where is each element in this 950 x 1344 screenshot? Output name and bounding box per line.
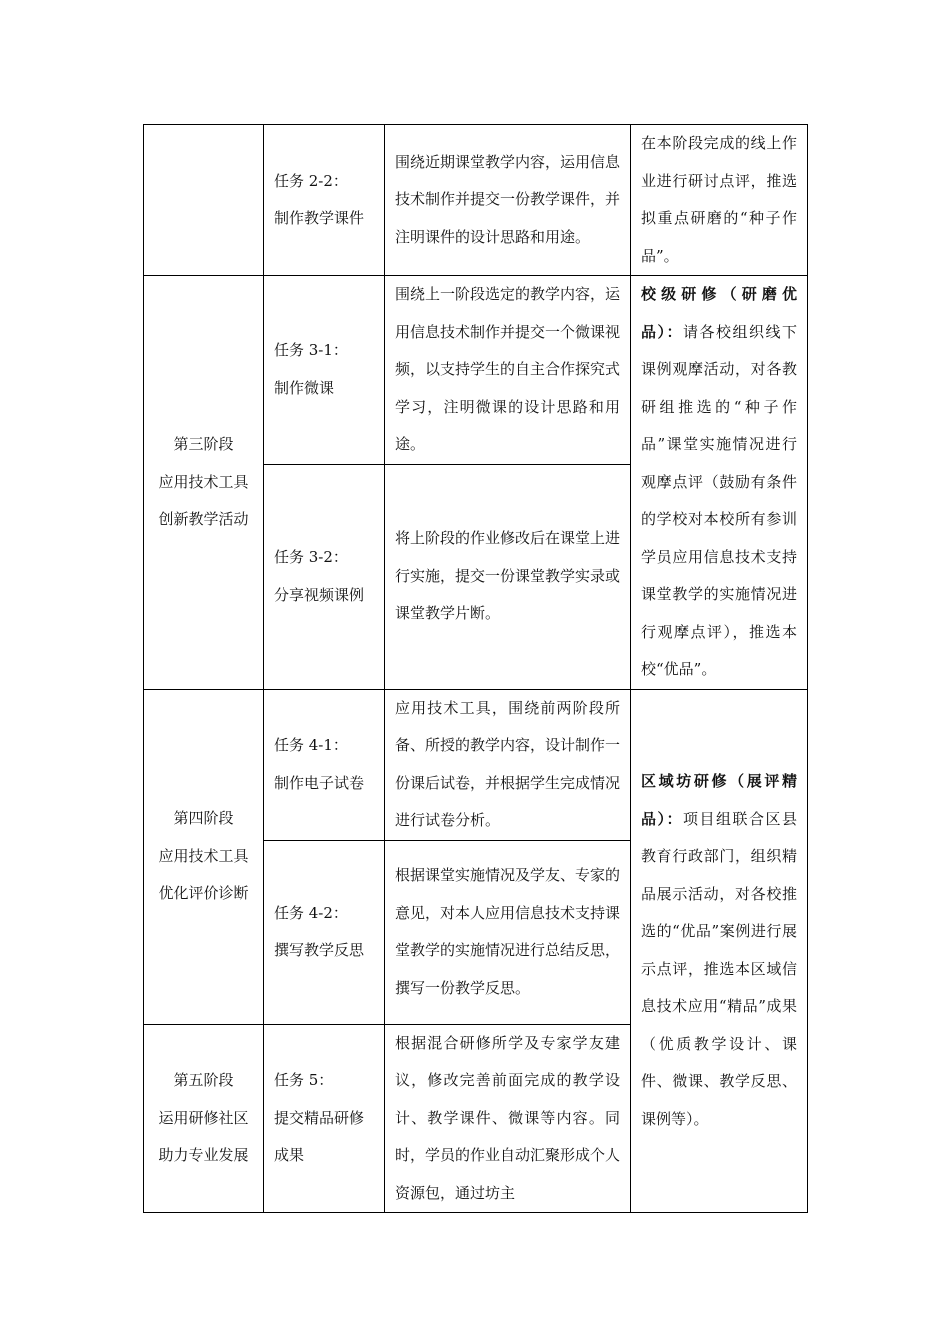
stage-subtitle: 应用技术工具 [158,472,249,491]
task-id: 任务 5： [274,1071,334,1089]
task-cell [264,464,385,689]
task-description: 将上阶段的作业修改后在课堂上进行实施，提交一份课堂教学实录或课堂教学片断。 [385,464,631,689]
stage-cell-empty [144,125,264,276]
task-name: 提交精品研修成果 [274,1108,365,1164]
task-cell [264,276,385,465]
task-name: 撰写教学反思 [274,941,365,959]
task-cell [264,125,385,276]
task-name: 分享视频课例 [274,585,365,604]
task-id: 任务 3-1： [274,341,348,360]
stage-subtitle: 应用技术工具 [158,846,249,865]
task-id: 任务 2-2： [274,171,348,190]
research-heading: 区域坊研修（展评精品）： [641,772,797,828]
table-row [144,125,808,276]
task-name: 制作教学课件 [274,209,365,227]
research-heading: 校级研修（研磨优品）： [641,285,797,341]
task-name: 制作电子试卷 [274,773,365,792]
stage-subtitle: 创新教学活动 [158,510,249,528]
task-id: 任务 3-2： [274,548,348,567]
training-plan-table [143,124,808,1213]
stage-subtitle: 优化评价诊断 [158,884,249,903]
task-cell [264,1024,385,1213]
task-description: 根据混合研修所学及专家学友建议，修改完善前面完成的教学设计、教学课件、微课等内容。同时，学员的作业自动汇聚形成个人资源包，通过坊主 [385,1024,631,1213]
task-description: 根据课堂实施情况及学友、专家的意见，对本人应用信息技术支持课堂教学的实施情况进行总结反思，撰写一份教学反思。 [385,840,631,1024]
research-description: 在本阶段完成的线上作业进行研讨点评，推选拟重点研磨的“种子作品”。 [631,125,808,276]
task-cell [264,689,385,840]
table-row [144,689,808,840]
task-id: 任务 4-1： [274,736,348,754]
stage-title: 第四阶段 [173,809,234,828]
stage-subtitle: 助力专业发展 [158,1146,249,1164]
task-name: 制作微课 [274,378,335,397]
task-id: 任务 4-2： [274,903,348,922]
stage-title: 第五阶段 [173,1071,234,1089]
stage-title: 第三阶段 [173,435,234,453]
stage-cell [144,276,264,690]
task-description: 应用技术工具，围绕前两阶段所备、所授的教学内容，设计制作一份课后试卷，并根据学生完成情况进行试卷分析。 [385,689,631,840]
research-description: 项目组联合区县教育行政部门，组织精品展示活动，对各校推选的“优品”案例进行展示点评，推选本区域信息技术应用“精品”成果（优质教学设计、课件、微课、教学反思、课例等）。 [641,809,797,1128]
stage-cell [144,1024,264,1213]
table-row [144,276,808,465]
stage-cell [144,689,264,1024]
stage-subtitle: 运用研修社区 [158,1108,249,1127]
task-cell [264,840,385,1024]
task-description: 围绕上一阶段选定的教学内容，运用信息技术制作并提交一个微课视频，以支持学生的自主合作探究式学习，注明微课的设计思路和用途。 [385,276,631,465]
research-cell [631,689,808,1213]
task-description: 围绕近期课堂教学内容，运用信息技术制作并提交一份教学课件，并注明课件的设计思路和用途。 [385,125,631,276]
research-cell [631,276,808,690]
research-description: 请各校组织线下课例观摩活动，对各教研组推选的“种子作品”课堂实施情况进行观摩点评（鼓励有条件的学校对本校所有参训学员应用信息技术支持课堂教学的实施情况进行观摩点评），推选本校“优品”。 [641,322,797,678]
